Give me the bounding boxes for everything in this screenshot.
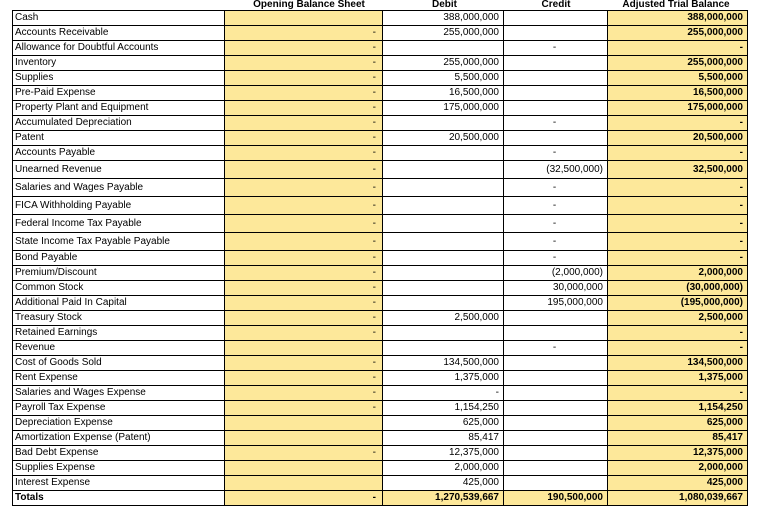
account-label: Supplies Expense — [13, 461, 225, 476]
debit-cell: 5,500,000 — [383, 71, 504, 86]
account-label: Treasury Stock — [13, 311, 225, 326]
debit-cell: 85,417 — [383, 431, 504, 446]
header-opening-balance: Opening Balance Sheet — [253, 0, 365, 10]
debit-cell: 1,375,000 — [383, 371, 504, 386]
account-label: Retained Earnings — [13, 326, 225, 341]
account-label: Patent — [13, 131, 225, 146]
credit-cell — [504, 11, 608, 26]
debit-cell: 625,000 — [383, 416, 504, 431]
table-row — [13, 341, 748, 356]
opening-balance-cell — [225, 476, 383, 491]
table-row — [13, 56, 748, 71]
account-label: Revenue — [13, 341, 225, 356]
opening-balance-cell: - — [225, 266, 383, 281]
credit-cell — [504, 311, 608, 326]
account-label: Salaries and Wages Expense — [13, 386, 225, 401]
account-label: Bond Payable — [13, 251, 225, 266]
debit-cell — [383, 41, 504, 56]
account-label: Pre-Paid Expense — [13, 86, 225, 101]
opening-balance-cell — [225, 341, 383, 356]
credit-cell — [504, 326, 608, 341]
debit-cell — [383, 233, 504, 251]
credit-cell — [504, 71, 608, 86]
adjusted-balance-cell: 2,500,000 — [608, 311, 748, 326]
debit-cell: 2,000,000 — [383, 461, 504, 476]
adjusted-balance-cell: - — [608, 326, 748, 341]
table-row — [13, 26, 748, 41]
adjusted-balance-cell: 85,417 — [608, 431, 748, 446]
credit-cell — [504, 56, 608, 71]
table-row — [13, 116, 748, 131]
totals-row — [13, 491, 748, 506]
opening-balance-cell: - — [225, 161, 383, 179]
totals-credit-cell: 190,500,000 — [504, 491, 608, 506]
debit-cell: 425,000 — [383, 476, 504, 491]
credit-cell: - — [504, 116, 608, 131]
table-row — [13, 71, 748, 86]
account-label: Cost of Goods Sold — [13, 356, 225, 371]
debit-cell — [383, 341, 504, 356]
table-row — [13, 146, 748, 161]
credit-cell — [504, 86, 608, 101]
opening-balance-cell: - — [225, 251, 383, 266]
opening-balance-cell: - — [225, 41, 383, 56]
table-row — [13, 296, 748, 311]
adjusted-balance-cell: 255,000,000 — [608, 26, 748, 41]
table-row — [13, 281, 748, 296]
table-row — [13, 233, 748, 251]
account-label: Bad Debt Expense — [13, 446, 225, 461]
adjusted-balance-cell: 255,000,000 — [608, 56, 748, 71]
opening-balance-cell: - — [225, 116, 383, 131]
credit-cell: - — [504, 197, 608, 215]
totals-opening-cell: - — [225, 491, 383, 506]
table-row — [13, 311, 748, 326]
credit-cell — [504, 371, 608, 386]
opening-balance-cell — [225, 416, 383, 431]
opening-balance-cell: - — [225, 86, 383, 101]
opening-balance-cell: - — [225, 311, 383, 326]
account-label: Supplies — [13, 71, 225, 86]
debit-cell: 255,000,000 — [383, 26, 504, 41]
debit-cell: - — [383, 386, 504, 401]
header-adjusted-trial-balance: Adjusted Trial Balance — [622, 0, 730, 10]
debit-cell — [383, 179, 504, 197]
adjusted-balance-cell: 388,000,000 — [608, 11, 748, 26]
credit-cell — [504, 401, 608, 416]
table-row — [13, 86, 748, 101]
adjusted-balance-cell: 32,500,000 — [608, 161, 748, 179]
adjusted-balance-cell: - — [608, 251, 748, 266]
totals-label: Totals — [13, 491, 225, 506]
adjusted-balance-cell: - — [608, 146, 748, 161]
credit-cell — [504, 386, 608, 401]
debit-cell: 388,000,000 — [383, 11, 504, 26]
totals-debit-cell: 1,270,539,667 — [383, 491, 504, 506]
opening-balance-cell: - — [225, 131, 383, 146]
credit-cell: - — [504, 341, 608, 356]
opening-balance-cell: - — [225, 146, 383, 161]
debit-cell — [383, 281, 504, 296]
account-label: Payroll Tax Expense — [13, 401, 225, 416]
adjusted-balance-cell: 625,000 — [608, 416, 748, 431]
trial-balance-table — [12, 10, 748, 506]
account-label: State Income Tax Payable Payable — [13, 233, 225, 251]
credit-cell — [504, 101, 608, 116]
credit-cell: 195,000,000 — [504, 296, 608, 311]
account-label: Property Plant and Equipment — [13, 101, 225, 116]
debit-cell — [383, 197, 504, 215]
adjusted-balance-cell: 175,000,000 — [608, 101, 748, 116]
debit-cell — [383, 266, 504, 281]
debit-cell: 16,500,000 — [383, 86, 504, 101]
table-row — [13, 131, 748, 146]
table-row — [13, 101, 748, 116]
table-row — [13, 401, 748, 416]
table-row — [13, 326, 748, 341]
table-row — [13, 356, 748, 371]
adjusted-balance-cell: 425,000 — [608, 476, 748, 491]
table-row — [13, 386, 748, 401]
opening-balance-cell: - — [225, 356, 383, 371]
table-row — [13, 197, 748, 215]
credit-cell: 30,000,000 — [504, 281, 608, 296]
opening-balance-cell: - — [225, 386, 383, 401]
debit-cell — [383, 116, 504, 131]
credit-cell: - — [504, 41, 608, 56]
table-row — [13, 416, 748, 431]
table-row — [13, 476, 748, 491]
account-label: Unearned Revenue — [13, 161, 225, 179]
opening-balance-cell — [225, 461, 383, 476]
adjusted-balance-cell: 2,000,000 — [608, 266, 748, 281]
credit-cell: - — [504, 179, 608, 197]
header-row — [12, 0, 747, 10]
opening-balance-cell: - — [225, 446, 383, 461]
opening-balance-cell: - — [225, 371, 383, 386]
account-label: Cash — [13, 11, 225, 26]
debit-cell: 20,500,000 — [383, 131, 504, 146]
adjusted-balance-cell: - — [608, 197, 748, 215]
adjusted-balance-cell: - — [608, 41, 748, 56]
opening-balance-cell: - — [225, 26, 383, 41]
opening-balance-cell: - — [225, 179, 383, 197]
credit-cell: (2,000,000) — [504, 266, 608, 281]
debit-cell: 12,375,000 — [383, 446, 504, 461]
adjusted-balance-cell: - — [608, 179, 748, 197]
credit-cell — [504, 416, 608, 431]
opening-balance-cell: - — [225, 281, 383, 296]
adjusted-balance-cell: - — [608, 233, 748, 251]
opening-balance-cell: - — [225, 215, 383, 233]
credit-cell: - — [504, 251, 608, 266]
account-label: Accounts Payable — [13, 146, 225, 161]
table-row — [13, 266, 748, 281]
account-label: FICA Withholding Payable — [13, 197, 225, 215]
header-debit: Debit — [432, 0, 457, 10]
adjusted-balance-cell: 12,375,000 — [608, 446, 748, 461]
adjusted-balance-cell: 134,500,000 — [608, 356, 748, 371]
table-row — [13, 431, 748, 446]
opening-balance-cell — [225, 11, 383, 26]
debit-cell: 1,154,250 — [383, 401, 504, 416]
opening-balance-cell — [225, 431, 383, 446]
debit-cell: 255,000,000 — [383, 56, 504, 71]
adjusted-balance-cell: - — [608, 341, 748, 356]
account-label: Allowance for Doubtful Accounts — [13, 41, 225, 56]
debit-cell — [383, 251, 504, 266]
opening-balance-cell: - — [225, 326, 383, 341]
table-row — [13, 11, 748, 26]
account-label: Accounts Receivable — [13, 26, 225, 41]
adjusted-balance-cell: 16,500,000 — [608, 86, 748, 101]
credit-cell: (32,500,000) — [504, 161, 608, 179]
adjusted-balance-cell: - — [608, 116, 748, 131]
credit-cell — [504, 446, 608, 461]
account-label: Amortization Expense (Patent) — [13, 431, 225, 446]
adjusted-balance-cell: (30,000,000) — [608, 281, 748, 296]
table-row — [13, 371, 748, 386]
credit-cell — [504, 26, 608, 41]
account-label: Premium/Discount — [13, 266, 225, 281]
opening-balance-cell: - — [225, 233, 383, 251]
credit-cell: - — [504, 233, 608, 251]
opening-balance-cell: - — [225, 71, 383, 86]
account-label: Accumulated Depreciation — [13, 116, 225, 131]
totals-adjusted-cell: 1,080,039,667 — [608, 491, 748, 506]
table-row — [13, 215, 748, 233]
opening-balance-cell: - — [225, 56, 383, 71]
account-label: Common Stock — [13, 281, 225, 296]
adjusted-balance-cell: (195,000,000) — [608, 296, 748, 311]
account-label: Depreciation Expense — [13, 416, 225, 431]
credit-cell: - — [504, 215, 608, 233]
table-row — [13, 461, 748, 476]
credit-cell — [504, 431, 608, 446]
opening-balance-cell: - — [225, 401, 383, 416]
debit-cell — [383, 146, 504, 161]
credit-cell — [504, 476, 608, 491]
credit-cell — [504, 356, 608, 371]
table-row — [13, 161, 748, 179]
account-label: Rent Expense — [13, 371, 225, 386]
opening-balance-cell: - — [225, 197, 383, 215]
adjusted-balance-cell: - — [608, 386, 748, 401]
account-label: Inventory — [13, 56, 225, 71]
debit-cell — [383, 296, 504, 311]
adjusted-balance-cell: - — [608, 215, 748, 233]
account-label: Federal Income Tax Payable — [13, 215, 225, 233]
credit-cell — [504, 461, 608, 476]
trial-balance-sheet — [12, 0, 747, 506]
opening-balance-cell: - — [225, 296, 383, 311]
account-label: Additional Paid In Capital — [13, 296, 225, 311]
debit-cell — [383, 326, 504, 341]
adjusted-balance-cell: 2,000,000 — [608, 461, 748, 476]
adjusted-balance-cell: 20,500,000 — [608, 131, 748, 146]
adjusted-balance-cell: 1,154,250 — [608, 401, 748, 416]
debit-cell: 134,500,000 — [383, 356, 504, 371]
account-label: Interest Expense — [13, 476, 225, 491]
table-row — [13, 179, 748, 197]
table-row — [13, 446, 748, 461]
table-row — [13, 41, 748, 56]
debit-cell — [383, 215, 504, 233]
adjusted-balance-cell: 5,500,000 — [608, 71, 748, 86]
opening-balance-cell: - — [225, 101, 383, 116]
debit-cell — [383, 161, 504, 179]
credit-cell: - — [504, 146, 608, 161]
account-label: Salaries and Wages Payable — [13, 179, 225, 197]
header-credit: Credit — [541, 0, 571, 10]
credit-cell — [504, 131, 608, 146]
adjusted-balance-cell: 1,375,000 — [608, 371, 748, 386]
debit-cell: 175,000,000 — [383, 101, 504, 116]
debit-cell: 2,500,000 — [383, 311, 504, 326]
table-row — [13, 251, 748, 266]
